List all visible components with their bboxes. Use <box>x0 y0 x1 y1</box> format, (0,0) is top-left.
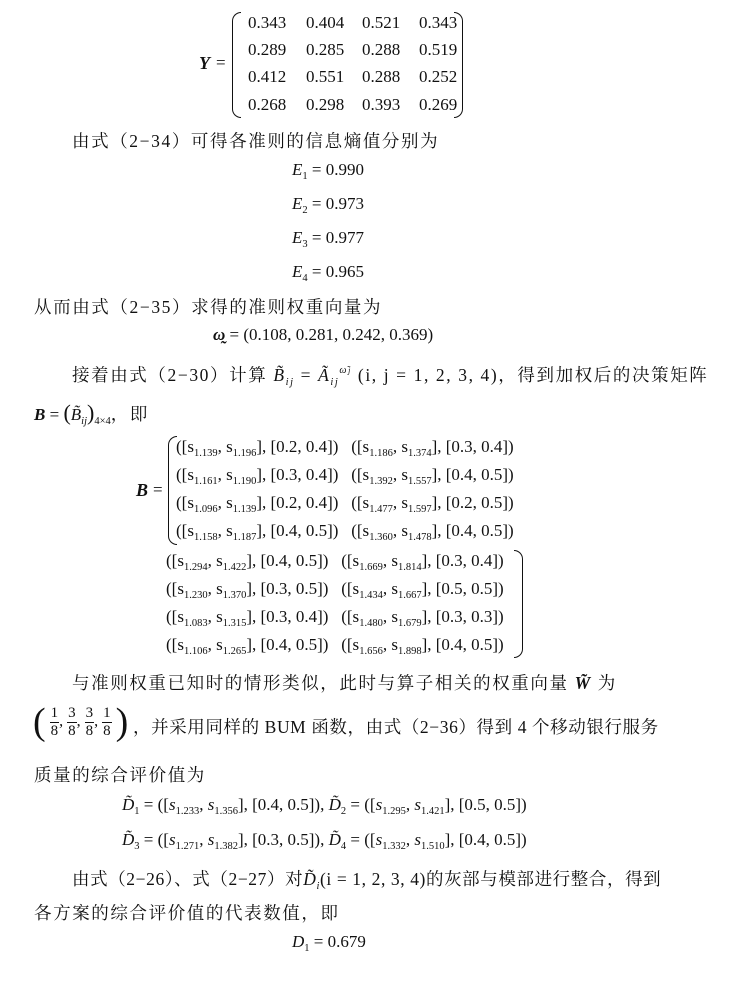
matrix-y-cell: 0.343 <box>248 13 287 32</box>
matrix-b-row: ([$s_{1.294}$, $s_{1.422}$], [0.4, 0.5]) ([$s_{1.669}$, $s_{1.814}$], [0.3, 0.4]) <box>166 551 504 573</box>
para-weighted-matrix: 接着由式（2−30）计算 $B̃_{ij}$ = $Ã_{ij}^{\omegãj}$ (i, j = 1, 2, 3, 4)，得到加权后的决策矩阵 <box>72 365 709 388</box>
matrix-y-cell: 0.288 <box>362 40 401 59</box>
matrix-y-label: Y <box>199 53 210 73</box>
omega-vector: ω̰ = (0.108, 0.281, 0.242, 0.369) <box>213 325 434 344</box>
matrix-y-left-paren <box>232 12 241 118</box>
matrix-y-cell: 0.285 <box>306 40 345 59</box>
matrix-b-row: ([$s_{1.139}$, $s_{1.196}$], [0.2, 0.4]) ([$s_{1.186}$, $s_{1.374}$], [0.3, 0.4]) <box>176 437 514 459</box>
para-operator-weights: 与准则权重已知时的情形类似，此时与算子相关的权重向量 W̃ 为 <box>72 673 617 693</box>
matrix-y-cell: 0.343 <box>419 13 458 32</box>
matrix-y-cell: 0.551 <box>306 67 345 86</box>
matrix-y-equals: = <box>216 53 226 72</box>
matrix-y-cell: 0.519 <box>419 40 458 59</box>
entropy-e3: $E_3 = 0.977$ <box>292 228 364 250</box>
para-integration: 由式（2−26）、式（2−27）对$D̃_i(i = 1$, 2, 3, 4)的灰部与模部进行整合，得到 <box>72 869 662 892</box>
matrix-y-cell: 0.393 <box>362 95 401 114</box>
matrix-b-row: ([$s_{1.230}$, $s_{1.370}$], [0.3, 0.5]) ([$s_{1.434}$, $s_{1.667}$], [0.5, 0.5]) <box>166 579 504 601</box>
matrix-y-cell: 0.289 <box>248 40 287 59</box>
matrix-y-cell: 0.298 <box>306 95 345 114</box>
matrix-b-row: ([$s_{1.106}$, $s_{1.265}$], [0.4, 0.5]) ([$s_{1.656}$, $s_{1.898}$], [0.4, 0.5]) <box>166 635 504 657</box>
matrix-b-row: ([$s_{1.158}$, $s_{1.187}$], [0.4, 0.5]) ([$s_{1.360}$, $s_{1.478}$], [0.4, 0.5]) <box>176 521 514 543</box>
d-values-row-2: $D̃_3 = ([s_{1.271}$, $s_{1.382}$], [0.3, 0.5]), $D̃_4 = ([s_{1.332}$, $s_{1.510}$], [0.4, 0.5]) <box>122 830 527 852</box>
matrix-b-equals: = <box>153 480 163 499</box>
entropy-e2: $E_2 = 0.973$ <box>292 194 364 216</box>
entropy-e1: $E_1 = 0.990$ <box>292 160 364 182</box>
matrix-y-cell: 0.521 <box>362 13 401 32</box>
para-weight-intro: 从而由式（2−35）求得的准则权重向量为 <box>34 297 383 317</box>
matrix-b-right-paren <box>514 550 523 658</box>
matrix-b-def: $B = (B̃_{ij})_{4\times 4}$，即 <box>34 400 149 427</box>
operator-weight-vector: ( $\frac{1}{8}$ , $\frac{3}{8}$ , $\frac{3}{8}$ , $\frac{1}{8}$ ) <box>33 701 129 743</box>
entropy-e4: $E_4 = 0.965$ <box>292 262 364 284</box>
matrix-y-cell: 0.404 <box>306 13 345 32</box>
matrix-b-row: ([$s_{1.161}$, $s_{1.190}$], [0.3, 0.4]) ([$s_{1.392}$, $s_{1.557}$], [0.4, 0.5]) <box>176 465 514 487</box>
matrix-y-cell: 0.288 <box>362 67 401 86</box>
para-entropy-intro: 由式（2−34）可得各准则的信息熵值分别为 <box>72 131 440 151</box>
d-values-row-1: $D̃_1 = ([s_{1.233}$, $s_{1.356}$], [0.4, 0.5]), $D̃_2 = ([s_{1.295}$, $s_{1.421}$], [0.5, 0.5]) <box>122 795 527 817</box>
para-representative: 各方案的综合评价值的代表数值，即 <box>34 903 340 923</box>
final-d1: $D_1 = 0.679$ <box>292 932 366 954</box>
matrix-b-label: B <box>136 480 149 500</box>
matrix-y-cell: 0.268 <box>248 95 287 114</box>
para-bum: ，并采用同样的 BUM 函数，由式（2−36）得到 4 个移动银行服务 <box>133 717 659 737</box>
matrix-y-cell: 0.252 <box>419 67 458 86</box>
matrix-y-cell: 0.269 <box>419 95 458 114</box>
matrix-b-row: ([$s_{1.083}$, $s_{1.315}$], [0.3, 0.4]) ([$s_{1.480}$, $s_{1.679}$], [0.3, 0.3]) <box>166 607 504 629</box>
para-comprehensive: 质量的综合评价值为 <box>34 765 206 785</box>
matrix-b-row: ([$s_{1.096}$, $s_{1.139}$], [0.2, 0.4]) ([$s_{1.477}$, $s_{1.597}$], [0.2, 0.5]) <box>176 493 514 515</box>
matrix-y-cell: 0.412 <box>248 67 287 86</box>
